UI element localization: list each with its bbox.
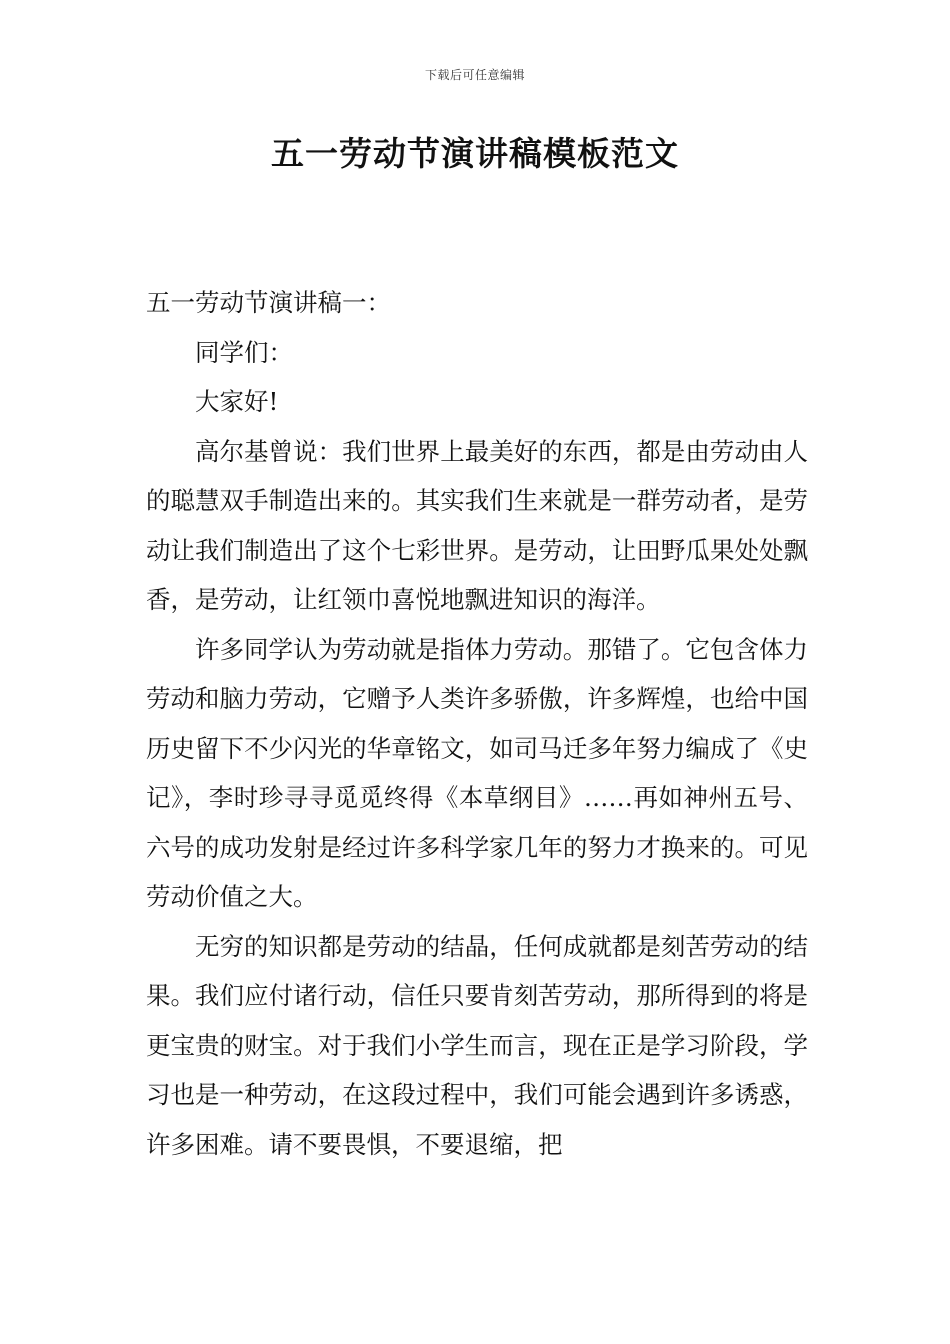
greeting: 大家好! (195, 387, 279, 416)
paragraph: 高尔基曾说：我们世界上最美好的东西，都是由劳动由人的聪慧双手制造出来的。其实我们生来就是一群劳动者，是劳动让我们制造出了这个七彩世界。是劳动，让田野瓜果处处飘香，是劳动，让红领巾喜悦地飘进知识的海洋。 (146, 436, 808, 614)
document-title: 五一劳动节演讲稿模板范文 (271, 134, 679, 173)
paragraph: 许多同学认为劳动就是指体力劳动。那错了。它包含体力劳动和脑力劳动，它赠予人类许多骄傲，许多辉煌，也给中国历史留下不少闪光的华章铭文，如司马迁多年努力编成了《史记》，李时珍寻寻觅觅终得《本草纲目》……再如神州五号、六号的成功发射是经过许多科学家几年的努力才换来的。可见劳动价值之大。 (146, 634, 808, 911)
document-body (146, 278, 808, 1169)
header-note: 下载后可任意编辑 (424, 68, 525, 82)
section-heading: 五一劳动节演讲稿一： (146, 288, 391, 317)
salutation: 同学们： (195, 337, 293, 367)
paragraph: 无穷的知识都是劳动的结晶，任何成就都是刻苦劳动的结果。我们应付诸行动，信任只要肯刻苦劳动，那所得到的将是更宝贵的财宝。对于我们小学生而言，现在正是学习阶段，学习也是一种劳动，在这段过程中，我们可能会遇到许多诱惑，许多困难。请不要畏惧，不要退缩，把 (146, 931, 808, 1159)
